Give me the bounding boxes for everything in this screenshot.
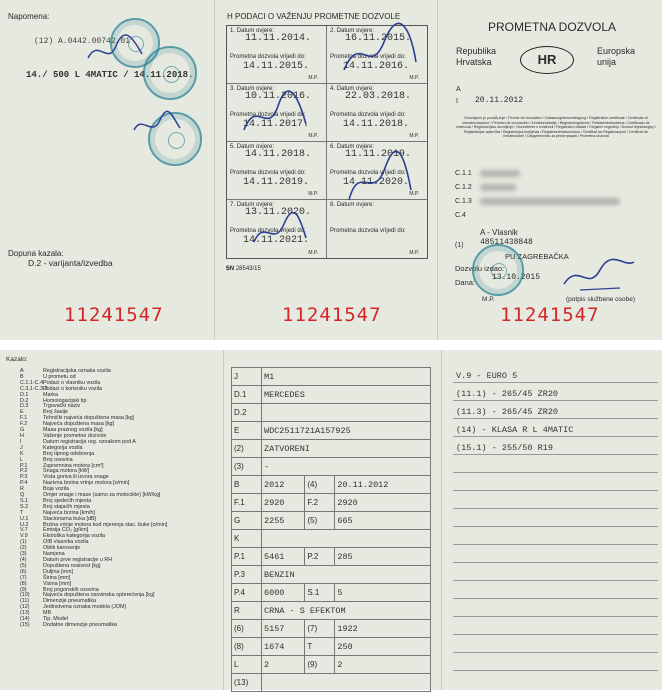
index-row: (6) Duljina [mm]	[20, 568, 73, 575]
index-row: (14) Tip, Model	[20, 616, 68, 623]
issued-by-label: Dozvolu izdao:	[455, 264, 505, 273]
kazalo-title: Kazalo:	[6, 356, 28, 363]
table-row: R CRNA - S EFEKTOM	[232, 602, 431, 620]
additional-info-line: (15.1) - 255/50 R19	[456, 443, 553, 453]
country-code-oval: HR	[520, 46, 574, 74]
field-index-list	[20, 369, 167, 629]
rule-line	[453, 418, 658, 419]
index-row: J Kategorija vozila	[20, 444, 83, 451]
validity-heading: H PODACI O VAŽENJU PROMETNE DOZVOLE	[227, 12, 401, 21]
index-row: K Broj tipnog odobrenja	[20, 450, 95, 457]
additional-info-line: (11.3) - 265/45 ZR20	[456, 407, 559, 417]
index-row: U.1 Stacionarna buka [dB]	[20, 515, 97, 522]
table-row: J M1	[232, 368, 431, 386]
rule-line	[453, 598, 658, 599]
index-row: H Važenje prometne dozvole	[20, 432, 107, 439]
rule-line	[453, 634, 658, 635]
serial-number: 11241547	[282, 304, 382, 326]
table-row: (6) 5157 (7) 1922	[232, 620, 431, 638]
index-row: (2) Oblik karoserije	[20, 545, 81, 552]
rule-line	[453, 562, 658, 563]
note-line: (12) A.0442.00742.01	[34, 37, 131, 46]
signature	[132, 110, 182, 140]
official-stamp	[143, 46, 197, 100]
validity-cell: 7. Datum ovjere: 13.11.2020. Prometna dozvola vrijedi do: 14.11.2021. M.P.	[227, 200, 327, 258]
redacted-field	[480, 170, 520, 177]
multilingual-notice: Dozvoljeno je ponaÅ¡anje / Permis de circulation / Zulassungsbescheinigung / Registration certificate / Certificato di immatricolazione / Permiso de circulación / Kentekenbewijs / Registreringsbevis / Rekisteröintitodistus / Certificado de matrícula / Registracijsko dovoljenje / Osvedčenie o evidencii / Registrační doklad / Forgalmi engedély / Dowód rejestracyjny / Reģistrācijas apliecība / Registracijos liudijimas / Registreerimistunnistus / Čertifikat tar-Registrazzjoni / Certificat de înmatriculare / Свидетелство за регистрация / Prometna dozvola	[456, 116, 656, 138]
table-row: K	[232, 530, 431, 548]
index-row: D.3 Trgovački naziv	[20, 403, 81, 410]
index-row: P.4 Nazivna brzina vrtnje motora [o/min]	[20, 480, 130, 487]
dopuna-value: D.2 - varijanta/izvedba	[28, 258, 113, 268]
fold-line	[437, 0, 438, 340]
index-row: (8) Visina [mm]	[20, 580, 72, 587]
serial-number: 11241547	[64, 304, 164, 326]
field-c13-label: C.1.3	[455, 198, 472, 205]
index-row: R Boja vozila	[20, 486, 70, 493]
fold-line	[214, 0, 215, 340]
index-row: U.2 Brzina vrtnje motora kod mjerenja stac. buke [o/min]	[20, 521, 168, 528]
index-row: Q Omjer snage i mase (samo za motocikle) [kW/kg]	[20, 492, 161, 499]
field-i-label: I	[456, 98, 458, 105]
fold-line	[223, 350, 224, 690]
index-row: (7) Širina [mm]	[20, 574, 71, 581]
owner-oib: 48511438848	[480, 238, 533, 247]
index-row: A Registracijska oznaka vozila	[20, 368, 111, 374]
issuing-authority: PU ZAGREBAČKA	[505, 252, 569, 261]
index-row: V.9 Ekološka kategorija vozila	[20, 533, 106, 540]
redacted-field	[480, 184, 516, 191]
table-row: D.1 MERCEDES	[232, 386, 431, 404]
validity-cell: 6. Datum ovjere: 11.11.2019. Prometna dozvola vrijedi do: 14.11.2020. M.P.	[327, 142, 427, 200]
signature	[86, 28, 146, 68]
index-row: P.1 Zapremnina motora [cm³]	[20, 462, 104, 469]
additional-info-line: (11.1) - 265/45 ZR20	[456, 389, 559, 399]
index-row: I Datum registracije reg. oznakom pod A	[20, 438, 136, 445]
validity-cell: 1. Datum ovjere: 11.11.2014. Prometna dozvola vrijedi do: 14.11.2015. M.P.	[227, 26, 327, 84]
rule-line	[453, 580, 658, 581]
eu-label: Europska unija	[597, 46, 636, 67]
signature	[250, 212, 310, 252]
napomena-label: Napomena:	[8, 12, 50, 21]
country-name: Republika Hrvatska	[456, 46, 497, 67]
index-row: S.2 Broj stajaćih mjesta	[20, 503, 90, 510]
rule-line	[453, 652, 658, 653]
seal-label: M.P.	[482, 296, 495, 303]
issued-date-label: Dana:	[455, 278, 476, 287]
index-row: C.1.1-C.4 Podaci o vlasniku vozila	[20, 379, 101, 386]
index-row: (1) OIB vlasnika vozila	[20, 539, 89, 546]
index-row: P.3 Vrsta goriva ili izvora snage	[20, 474, 109, 481]
index-row: D.1 Marka	[20, 391, 58, 398]
index-row: (9) Broj pogonskih osovina	[20, 586, 99, 593]
model-note: 14./ 500 L 4MATIC / 14.11.2018.	[26, 70, 194, 80]
rule-line	[453, 382, 658, 383]
index-row: (15) Dodatne dimenzije pneumatika	[20, 621, 118, 628]
redacted-field	[480, 198, 620, 205]
table-row: (3) -	[232, 458, 431, 476]
field-c4-label: C.4	[455, 212, 466, 219]
validity-cell: 8. Datum ovjere: Prometna dozvola vrijedi do: M.P.	[330, 202, 419, 256]
rule-line	[453, 526, 658, 527]
index-row: (3) Namjena	[20, 551, 65, 558]
validity-cell: 5. Datum ovjere: 14.11.2018. Prometna dozvola vrijedi do: 14.11.2019. M.P.	[227, 142, 327, 200]
index-row: F.1 Tehnički najveća dopuštena masa [kg]	[20, 415, 135, 422]
table-row: L 2 (9) 2	[232, 656, 431, 674]
table-row: (13)	[232, 674, 431, 692]
additional-info-line: (14) - KLASA R L 4MATIC	[456, 425, 574, 435]
issued-date: 13.10.2015	[492, 273, 541, 282]
index-row: (4) Datum prve registracije u RH	[20, 557, 113, 563]
field-c11-label: C.1.1	[455, 170, 472, 177]
index-row: G Masa praznog vozila [kg]	[20, 427, 103, 434]
fold-line	[441, 350, 442, 690]
table-row: B 2012 (4) 20.11.2012	[232, 476, 431, 494]
index-row: C.3.1-C.3.3 Podaci o korisniku vozila	[20, 385, 103, 392]
table-row: P.4 6000 S.1 5	[232, 584, 431, 602]
rule-line	[453, 544, 658, 545]
rule-line	[453, 436, 658, 437]
form-code: ᎦN 28543/15	[226, 266, 261, 272]
table-row: D.2	[232, 404, 431, 422]
rule-line	[453, 616, 658, 617]
rule-line	[453, 400, 658, 401]
index-row: (12) Jedinstvena oznaka modela (JOM)	[20, 604, 127, 611]
index-row: B U prometu od	[20, 373, 76, 380]
index-row: P.2 Snaga motora [kW]	[20, 468, 90, 475]
registration-certificate-front	[0, 0, 662, 340]
table-row: P.1 5461 P.2 285	[232, 548, 431, 566]
validity-cell: 3. Datum ovjere: 10.11.2016. Prometna dozvola vrijedi do: 14.11.2017. M.P.	[227, 84, 327, 142]
index-row: L Broj osovina	[20, 456, 73, 463]
owner-role: A - Vlasnik	[480, 228, 518, 237]
table-row: P.3 BENZIN	[232, 566, 431, 584]
table-row: (2) ZATVORENI	[232, 440, 431, 458]
table-row: G 2255 (5) 665	[232, 512, 431, 530]
index-row: E Broj šasije	[20, 409, 68, 416]
index-row: (13) MB	[20, 610, 52, 617]
signature	[240, 90, 310, 140]
additional-info-line: V.9 - EURO 5	[456, 371, 518, 381]
index-row: V.7 Emisija CO₂ [g/km]	[20, 527, 89, 534]
field-1-label: (1)	[455, 242, 464, 249]
field-i-value: 20.11.2012	[475, 96, 524, 105]
signature	[340, 22, 420, 82]
serial-number: 11241547	[500, 304, 600, 326]
vehicle-data-table	[231, 367, 431, 692]
table-row: (8) 1674 T 250	[232, 638, 431, 656]
field-a-label: A	[456, 86, 461, 93]
index-row: (11) Dimenzije pneumatika	[20, 598, 97, 605]
validity-cell: 2. Datum ovjere: 16.11.2015. Prometna dozvola vrijedi do: 14.11.2016. M.P.	[327, 26, 427, 84]
signature-caption: (potpis službene osobe)	[566, 296, 636, 303]
rule-line	[453, 508, 658, 509]
rule-line	[453, 472, 658, 473]
signature	[560, 258, 640, 298]
rule-line	[453, 670, 658, 671]
index-row: (10) Najveća dopuštena osovinska opterećenja [kg]	[20, 592, 155, 599]
index-row: D.2 Homologacijski tip	[20, 397, 87, 404]
dopuna-label: Dopuna kazala:	[8, 249, 64, 258]
index-row: (5) Dopuštena nosivost [kg]	[20, 562, 101, 569]
field-c12-label: C.1.2	[455, 184, 472, 191]
certificate-title: PROMETNA DOZVOLA	[488, 20, 617, 34]
rule-line	[453, 454, 658, 455]
official-stamp	[472, 244, 524, 296]
signature	[345, 150, 415, 210]
table-row: E WDC2511721A157925	[232, 422, 431, 440]
index-row: S.1 Broj sjedećih mjesta	[20, 497, 92, 504]
table-row: F.1 2920 F.2 2920	[232, 494, 431, 512]
index-row: F.2 Najveća dopuštena masa [kg]	[20, 421, 115, 428]
index-row: T Najveća brzina [km/h]	[20, 509, 95, 516]
validity-cell: 4. Datum ovjere: 22.03.2018. Prometna dozvola vrijedi do: 14.11.2018. M.P.	[327, 84, 427, 142]
rule-line	[453, 490, 658, 491]
